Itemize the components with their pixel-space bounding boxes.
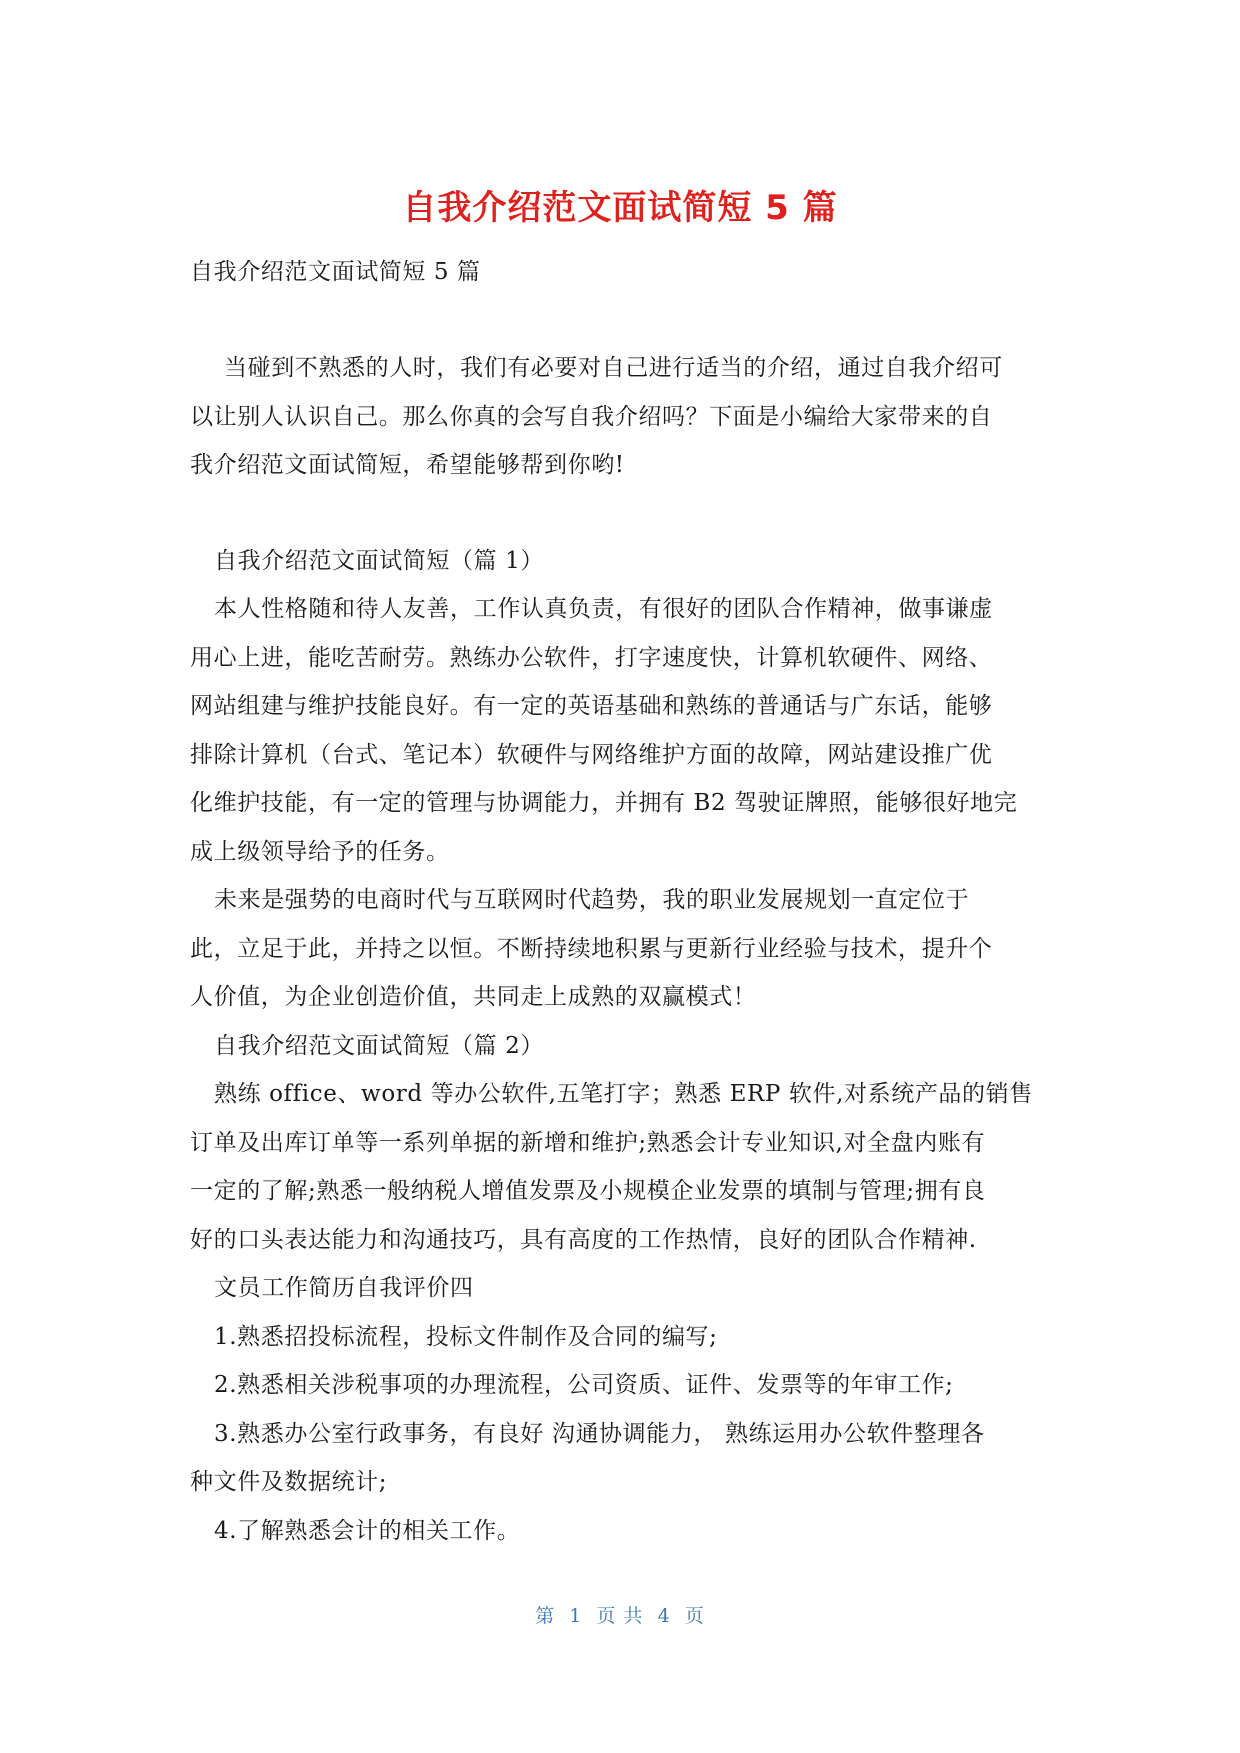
intro-line-2: 以让别人认识自己。那么你真的会写自我介绍吗？下面是小编给大家带来的自 [190,404,993,430]
list-item-3-continued: 种文件及数据统计; [190,1469,388,1495]
section2-para1-line-1: 熟练 office、word 等办公软件,五笔打字；熟悉 ERP 软件,对系统产品的销售 [214,1081,1033,1107]
intro-line-3: 我介绍范文面试简短，希望能够帮到你哟! [190,452,625,478]
section2-para1-line-4: 好的口头表达能力和沟通技巧，具有高度的工作热情，良好的团队合作精神. [190,1227,977,1253]
section1-para2-line-2: 此，立足于此，并持之以恒。不断持续地积累与更新行业经验与技术，提升个 [190,936,993,962]
list-item-3: 3.熟悉办公室行政事务，有良好 沟通协调能力， 熟练运用办公软件整理各 [214,1421,985,1447]
intro-line-1: 当碰到不熟悉的人时，我们有必要对自己进行适当的介绍，通过自我介绍可 [224,355,1003,381]
list-item-4: 4.了解熟悉会计的相关工作。 [214,1518,521,1544]
section2-para1-line-3: 一定的了解;熟悉一般纳税人增值发票及小规模企业发票的填制与管理;拥有良 [190,1178,986,1204]
document-title: 自我介绍范文面试简短 5 篇 [402,188,838,228]
list-item-2: 2.熟悉相关涉税事项的办理流程，公司资质、证件、发票等的年审工作; [214,1372,954,1398]
section1-para1-line-6: 成上级领导给予的任务。 [190,839,450,865]
section1-para1-line-5: 化维护技能，有一定的管理与协调能力，并拥有 B2 驾驶证牌照，能够很好地完 [190,790,1018,816]
section1-para2-line-1: 未来是强势的电商时代与互联网时代趋势，我的职业发展规划一直定位于 [214,887,970,913]
section1-para1-line-3: 网站组建与维护技能良好。有一定的英语基础和熟练的普通话与广东话，能够 [190,693,993,719]
section2-para1-line-2: 订单及出库订单等一系列单据的新增和维护;熟悉会计专业知识,对全盘内账有 [190,1130,986,1156]
section1-para1-line-2: 用心上进，能吃苦耐劳。熟练办公软件，打字速度快，计算机软硬件、网络、 [190,645,993,671]
section1-para2-line-3: 人价值，为企业创造价值，共同走上成熟的双赢模式！ [190,984,757,1010]
section1-para1-line-4: 排除计算机（台式、笔记本）软硬件与网络维护方面的故障，网站建设推广优 [190,742,993,768]
page-number-footer: 第 1 页 共 4 页 [535,1605,705,1627]
document-subtitle: 自我介绍范文面试简短 5 篇 [190,259,481,285]
section2-heading: 自我介绍范文面试简短（篇 2） [214,1033,544,1059]
section2-subheading: 文员工作简历自我评价四 [214,1275,474,1301]
list-item-1: 1.熟悉招投标流程，投标文件制作及合同的编写; [214,1324,718,1350]
section1-heading: 自我介绍范文面试简短（篇 1） [214,548,544,574]
section1-para1-line-1: 本人性格随和待人友善，工作认真负责，有很好的团队合作精神，做事谦虚 [214,596,993,622]
